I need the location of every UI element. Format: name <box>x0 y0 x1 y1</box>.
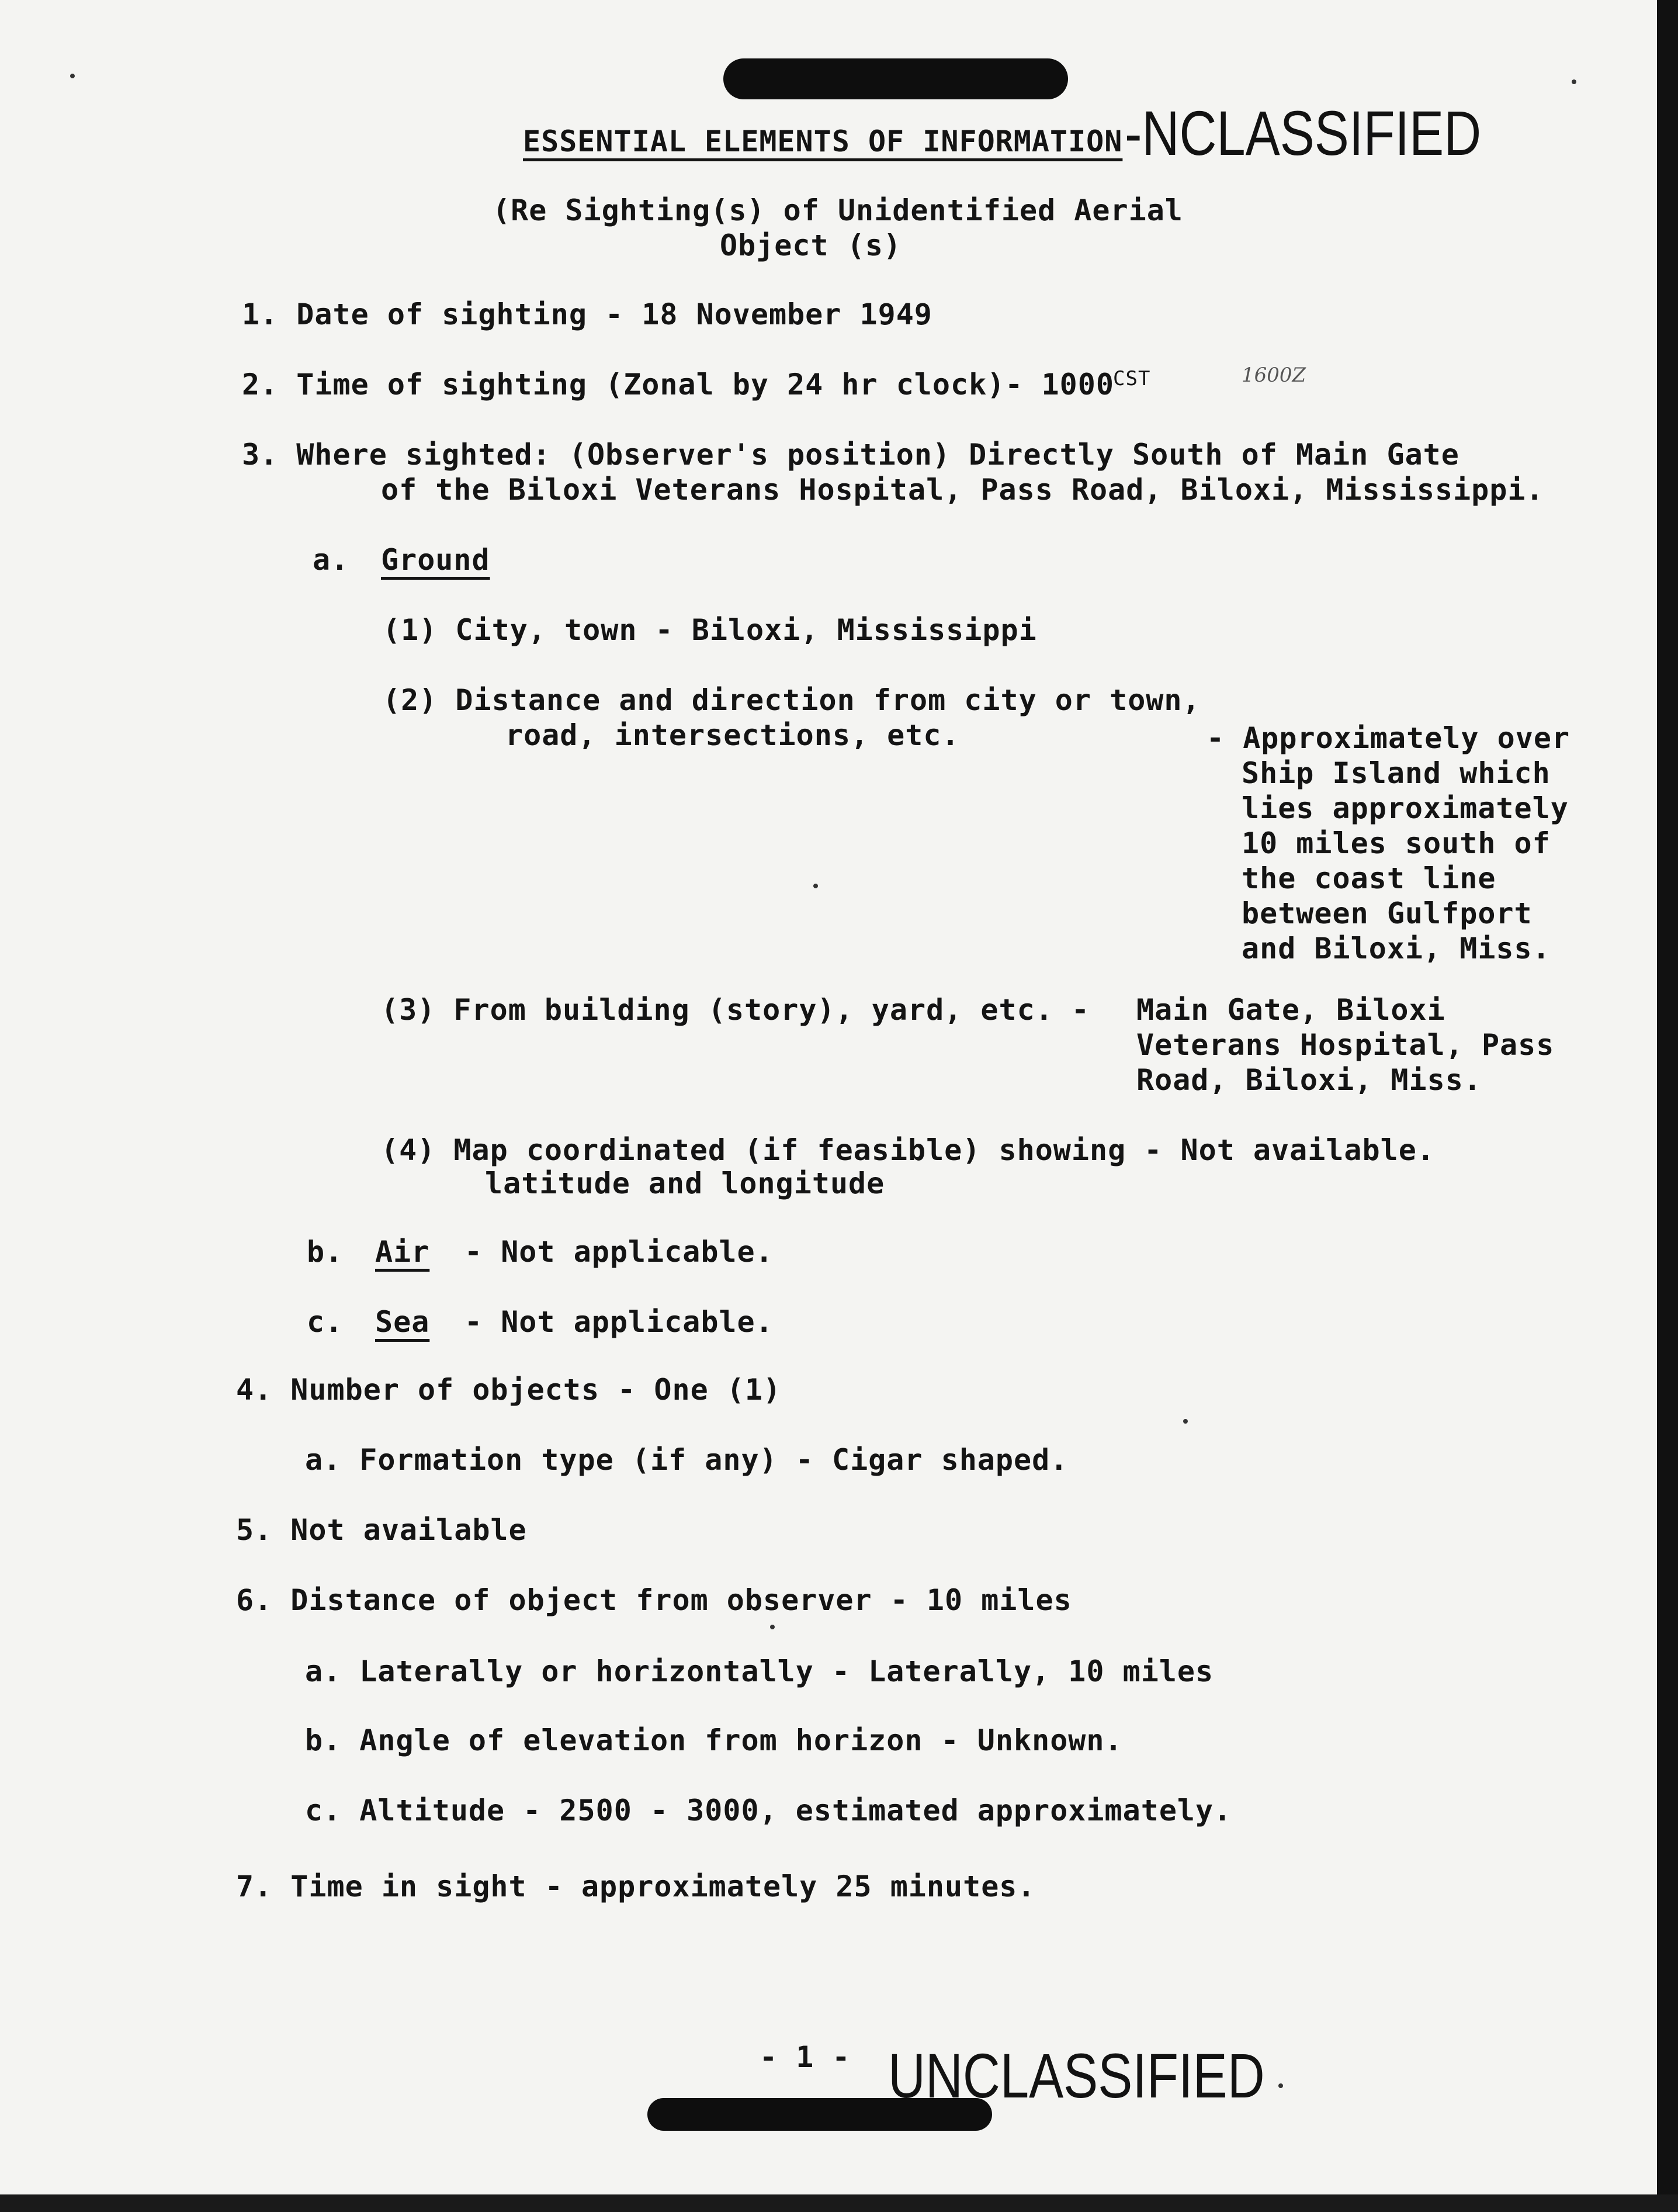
item-2-time: 2. Time of sighting (Zonal by 24 hr clock)- 1000 <box>242 368 1114 401</box>
item-6b-angle: b. Angle of elevation from horizon - Unknown. <box>305 1723 1123 1757</box>
document-title: ESSENTIAL ELEMENTS OF INFORMATION <box>523 124 1123 158</box>
ground-2-answer-1: - Approximately over <box>1207 721 1570 755</box>
item-4a-formation: a. Formation type (if any) - Cigar shaped. <box>305 1443 1069 1477</box>
item-3a-heading: Ground <box>381 543 490 577</box>
ground-4-line-1: (4) Map coordinated (if feasible) showing - Not available. <box>381 1133 1435 1167</box>
redaction-top <box>723 58 1068 99</box>
ground-3-answer-1: Main Gate, Biloxi <box>1136 993 1445 1027</box>
speck <box>813 884 818 888</box>
item-5: 5. Not available <box>236 1513 527 1547</box>
item-3c-marker: c. <box>307 1305 344 1339</box>
item-7-time-in-sight: 7. Time in sight - approximately 25 minutes. <box>236 1870 1036 1903</box>
ground-2-answer-2: Ship Island which <box>1242 756 1551 790</box>
page-number: - 1 - <box>760 2040 851 2074</box>
ground-2-answer-6: between Gulfport <box>1242 896 1533 930</box>
item-1-date: 1. Date of sighting - 18 November 1949 <box>242 297 932 331</box>
speck <box>1572 79 1576 84</box>
item-6c-altitude: c. Altitude - 2500 - 3000, estimated approximately. <box>305 1794 1232 1827</box>
handwritten-note: 1600Z <box>1242 364 1306 387</box>
item-3a-marker: a. <box>313 543 349 577</box>
ground-3-answer-3: Road, Biloxi, Miss. <box>1136 1063 1482 1097</box>
ground-3-question: (3) From building (story), yard, etc. - <box>381 993 1090 1027</box>
scan-edge-right <box>1657 0 1678 2212</box>
speck <box>770 1625 775 1629</box>
speck <box>70 74 75 78</box>
item-3-line-2: of the Biloxi Veterans Hospital, Pass Road, Biloxi, Mississippi. <box>381 473 1544 507</box>
speck <box>1183 1419 1188 1424</box>
ground-2-line-1: (2) Distance and direction from city or town, <box>383 683 1201 717</box>
ground-2-answer-3: lies approximately <box>1242 791 1569 825</box>
ground-2-answer-4: 10 miles south of <box>1242 826 1551 860</box>
item-4-objects: 4. Number of objects - One (1) <box>236 1373 782 1407</box>
scan-edge-bottom <box>0 2194 1678 2212</box>
item-2-zone: CST <box>1113 367 1151 390</box>
subtitle-line-1: (Re Sighting(s) of Unidentified Aerial <box>493 193 1183 227</box>
speck <box>1278 2083 1283 2088</box>
item-3b-marker: b. <box>307 1235 344 1269</box>
item-3-line-1: 3. Where sighted: (Observer's position) Directly South of Main Gate <box>242 438 1459 472</box>
ground-2-line-2: road, intersections, etc. <box>505 718 960 752</box>
ground-2-answer-7: and Biloxi, Miss. <box>1242 932 1551 965</box>
item-6-distance: 6. Distance of object from observer - 10 miles <box>236 1583 1072 1617</box>
item-3c-answer: - Not applicable. <box>464 1305 774 1339</box>
ground-4-line-2: latitude and longitude <box>485 1166 885 1200</box>
ground-1: (1) City, town - Biloxi, Mississippi <box>383 613 1037 647</box>
classification-stamp-bottom: UNCLASSIFIED <box>888 2040 1265 2111</box>
subtitle-line-2: Object (s) <box>720 229 902 262</box>
ground-3-answer-2: Veterans Hospital, Pass <box>1136 1028 1555 1062</box>
ground-2-answer-5: the coast line <box>1242 861 1496 895</box>
item-6a-lateral: a. Laterally or horizontally - Laterally, 10 miles <box>305 1654 1214 1688</box>
item-3b-answer: - Not applicable. <box>464 1235 774 1269</box>
item-3b-heading: Air <box>375 1235 430 1269</box>
classification-stamp-top: -NCLASSIFIED <box>1125 98 1482 168</box>
item-3c-heading: Sea <box>375 1305 430 1339</box>
